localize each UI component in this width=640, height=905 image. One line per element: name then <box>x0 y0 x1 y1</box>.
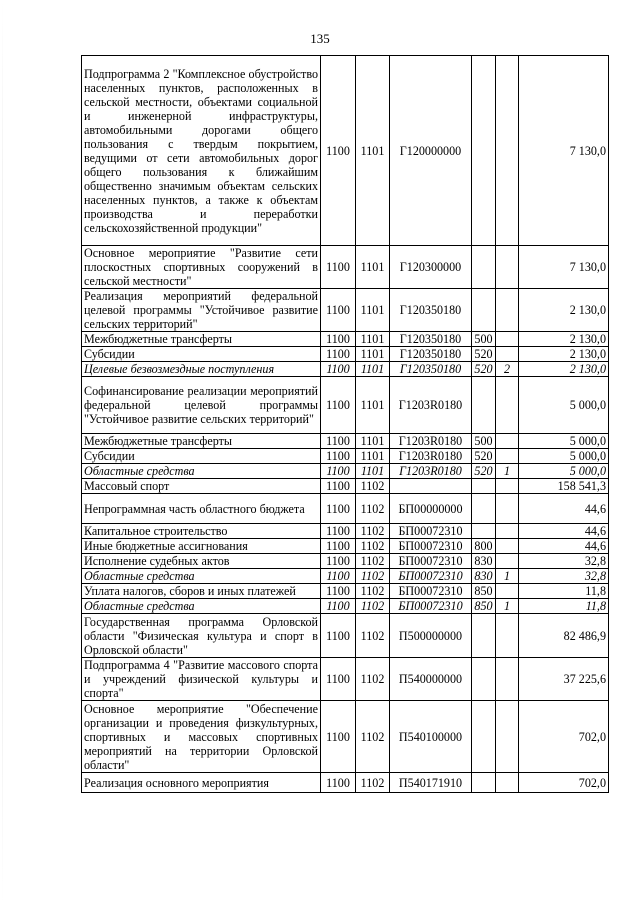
table-row <box>82 773 609 793</box>
row-source-cell <box>496 347 519 362</box>
scan-margin-line <box>2 0 3 905</box>
row-name-cell: Целевые безвозмездные поступления <box>82 362 321 377</box>
row-source-cell <box>496 614 519 658</box>
row-name-cell: Подпрограмма 2 "Комплексное обустройство населенных пунктов, расположенных в сельской местности, объектами социальной и инженерной инфраструктуры, автомобильными дорогами общего пользования с твердым покрытием, ведущими от сети автомобильных дорог общего пользования к ближайшим общественно значимым объектам сельских населенных пунктов, а также к объектам производства и переработки сельскохозяйственной продукции" <box>82 56 321 246</box>
table-row <box>82 599 609 614</box>
row-amount-cell: 158 541,3 <box>519 479 609 494</box>
row-subsection-cell: 1101 <box>356 56 390 246</box>
row-target-code-cell: Г120350180 <box>390 289 472 332</box>
table-row <box>82 449 609 464</box>
row-amount-cell: 11,8 <box>519 599 609 614</box>
row-amount-cell: 11,8 <box>519 584 609 599</box>
row-subsection-cell: 1101 <box>356 289 390 332</box>
row-amount-cell: 2 130,0 <box>519 289 609 332</box>
row-amount-cell: 32,8 <box>519 569 609 584</box>
row-name-cell: Реализация мероприятий федеральной целевой программы "Устойчивое развитие сельских территорий" <box>82 289 321 332</box>
table-row <box>82 347 609 362</box>
row-amount-cell: 702,0 <box>519 701 609 773</box>
row-source-cell: 1 <box>496 569 519 584</box>
row-source-cell <box>496 773 519 793</box>
row-subsection-cell: 1102 <box>356 554 390 569</box>
row-amount-cell: 37 225,6 <box>519 658 609 701</box>
row-amount-cell: 2 130,0 <box>519 347 609 362</box>
row-name-cell: Субсидии <box>82 347 321 362</box>
table-row <box>82 701 609 773</box>
row-subsection-cell: 1102 <box>356 569 390 584</box>
row-name-cell: Областные средства <box>82 464 321 479</box>
row-target-code-cell: БП00072310 <box>390 539 472 554</box>
row-name-cell: Уплата налогов, сборов и иных платежей <box>82 584 321 599</box>
row-subsection-cell: 1101 <box>356 246 390 289</box>
row-subsection-cell: 1101 <box>356 434 390 449</box>
row-name-cell: Реализация основного мероприятия <box>82 773 321 793</box>
row-expense-type-cell <box>472 377 496 434</box>
page-number: 135 <box>310 31 330 46</box>
row-expense-type-cell: 800 <box>472 539 496 554</box>
row-section-cell: 1100 <box>321 614 356 658</box>
row-source-cell <box>496 584 519 599</box>
row-expense-type-cell <box>472 494 496 524</box>
row-section-cell: 1100 <box>321 701 356 773</box>
row-source-cell <box>496 56 519 246</box>
row-expense-type-cell: 520 <box>472 464 496 479</box>
row-name-cell: Подпрограмма 4 "Развитие массового спорта и учреждений физической культуры и спорта" <box>82 658 321 701</box>
row-subsection-cell: 1101 <box>356 347 390 362</box>
row-expense-type-cell: 500 <box>472 332 496 347</box>
table-row <box>82 569 609 584</box>
row-section-cell: 1100 <box>321 599 356 614</box>
row-amount-cell: 702,0 <box>519 773 609 793</box>
row-name-cell: Капитальное строительство <box>82 524 321 539</box>
row-name-cell: Исполнение судебных актов <box>82 554 321 569</box>
table-row <box>82 658 609 701</box>
table-row <box>82 539 609 554</box>
row-target-code-cell: БП00072310 <box>390 584 472 599</box>
row-source-cell <box>496 494 519 524</box>
row-target-code-cell: П540171910 <box>390 773 472 793</box>
row-subsection-cell: 1101 <box>356 449 390 464</box>
row-section-cell: 1100 <box>321 494 356 524</box>
row-section-cell: 1100 <box>321 362 356 377</box>
row-subsection-cell: 1101 <box>356 362 390 377</box>
row-source-cell <box>496 479 519 494</box>
row-section-cell: 1100 <box>321 347 356 362</box>
row-name-cell: Межбюджетные трансферты <box>82 434 321 449</box>
row-amount-cell: 5 000,0 <box>519 434 609 449</box>
row-amount-cell: 44,6 <box>519 494 609 524</box>
row-target-code-cell <box>390 479 472 494</box>
table-row <box>82 289 609 332</box>
row-target-code-cell: Г1203R0180 <box>390 449 472 464</box>
row-amount-cell: 2 130,0 <box>519 332 609 347</box>
row-expense-type-cell <box>472 658 496 701</box>
row-section-cell: 1100 <box>321 658 356 701</box>
row-name-cell: Субсидии <box>82 449 321 464</box>
row-source-cell <box>496 377 519 434</box>
row-source-cell <box>496 701 519 773</box>
row-target-code-cell: Г1203R0180 <box>390 377 472 434</box>
row-expense-type-cell: 520 <box>472 362 496 377</box>
budget-table <box>81 55 609 793</box>
row-amount-cell: 7 130,0 <box>519 56 609 246</box>
row-subsection-cell: 1102 <box>356 701 390 773</box>
row-target-code-cell: П500000000 <box>390 614 472 658</box>
row-source-cell <box>496 449 519 464</box>
table-row <box>82 464 609 479</box>
row-section-cell: 1100 <box>321 584 356 599</box>
row-section-cell: 1100 <box>321 377 356 434</box>
row-expense-type-cell: 520 <box>472 449 496 464</box>
row-expense-type-cell <box>472 246 496 289</box>
row-source-cell <box>496 434 519 449</box>
row-source-cell: 1 <box>496 464 519 479</box>
row-amount-cell: 2 130,0 <box>519 362 609 377</box>
row-target-code-cell: БП00072310 <box>390 524 472 539</box>
table-row <box>82 584 609 599</box>
row-subsection-cell: 1102 <box>356 614 390 658</box>
row-name-cell: Массовый спорт <box>82 479 321 494</box>
table-row <box>82 332 609 347</box>
row-section-cell: 1100 <box>321 524 356 539</box>
table-row <box>82 554 609 569</box>
row-expense-type-cell <box>472 524 496 539</box>
row-expense-type-cell: 850 <box>472 599 496 614</box>
table-row <box>82 434 609 449</box>
row-amount-cell: 44,6 <box>519 539 609 554</box>
row-name-cell: Государственная программа Орловской области "Физическая культура и спорт в Орловской области" <box>82 614 321 658</box>
row-section-cell: 1100 <box>321 554 356 569</box>
row-target-code-cell: П540000000 <box>390 658 472 701</box>
row-subsection-cell: 1102 <box>356 773 390 793</box>
row-target-code-cell: Г120350180 <box>390 332 472 347</box>
row-amount-cell: 5 000,0 <box>519 377 609 434</box>
row-subsection-cell: 1102 <box>356 494 390 524</box>
row-section-cell: 1100 <box>321 569 356 584</box>
row-expense-type-cell <box>472 289 496 332</box>
row-expense-type-cell: 520 <box>472 347 496 362</box>
row-source-cell <box>496 554 519 569</box>
table-row <box>82 56 609 246</box>
row-section-cell: 1100 <box>321 539 356 554</box>
row-target-code-cell: Г1203R0180 <box>390 464 472 479</box>
table-row <box>82 614 609 658</box>
table-row <box>82 524 609 539</box>
row-source-cell <box>496 658 519 701</box>
row-section-cell: 1100 <box>321 289 356 332</box>
row-source-cell <box>496 289 519 332</box>
row-source-cell <box>496 246 519 289</box>
row-amount-cell: 5 000,0 <box>519 449 609 464</box>
row-subsection-cell: 1101 <box>356 464 390 479</box>
row-section-cell: 1100 <box>321 434 356 449</box>
row-subsection-cell: 1102 <box>356 658 390 701</box>
row-name-cell: Основное мероприятие "Развитие сети плоскостных спортивных сооружений в сельской местности" <box>82 246 321 289</box>
row-target-code-cell: БП00072310 <box>390 569 472 584</box>
row-amount-cell: 7 130,0 <box>519 246 609 289</box>
row-subsection-cell: 1102 <box>356 539 390 554</box>
row-section-cell: 1100 <box>321 56 356 246</box>
row-expense-type-cell: 850 <box>472 584 496 599</box>
row-name-cell: Непрограммная часть областного бюджета <box>82 494 321 524</box>
row-section-cell: 1100 <box>321 449 356 464</box>
row-target-code-cell: Г120350180 <box>390 347 472 362</box>
row-target-code-cell: Г120000000 <box>390 56 472 246</box>
row-expense-type-cell: 500 <box>472 434 496 449</box>
row-subsection-cell: 1102 <box>356 584 390 599</box>
row-amount-cell: 5 000,0 <box>519 464 609 479</box>
row-expense-type-cell: 830 <box>472 554 496 569</box>
row-subsection-cell: 1102 <box>356 599 390 614</box>
table-row <box>82 377 609 434</box>
row-expense-type-cell <box>472 479 496 494</box>
row-amount-cell: 44,6 <box>519 524 609 539</box>
row-section-cell: 1100 <box>321 464 356 479</box>
row-target-code-cell: Г120300000 <box>390 246 472 289</box>
row-subsection-cell: 1102 <box>356 524 390 539</box>
row-source-cell <box>496 539 519 554</box>
row-section-cell: 1100 <box>321 332 356 347</box>
row-target-code-cell: Г120350180 <box>390 362 472 377</box>
table-row <box>82 246 609 289</box>
row-source-cell <box>496 524 519 539</box>
row-expense-type-cell <box>472 614 496 658</box>
row-target-code-cell: П540100000 <box>390 701 472 773</box>
row-expense-type-cell <box>472 773 496 793</box>
row-expense-type-cell: 830 <box>472 569 496 584</box>
budget-table-body <box>82 56 609 793</box>
row-source-cell: 2 <box>496 362 519 377</box>
row-name-cell: Областные средства <box>82 569 321 584</box>
row-section-cell: 1100 <box>321 773 356 793</box>
row-subsection-cell: 1101 <box>356 377 390 434</box>
row-source-cell: 1 <box>496 599 519 614</box>
row-expense-type-cell <box>472 56 496 246</box>
row-name-cell: Межбюджетные трансферты <box>82 332 321 347</box>
row-amount-cell: 32,8 <box>519 554 609 569</box>
row-name-cell: Софинансирование реализации мероприятий федеральной целевой программы "Устойчивое развитие сельских территорий" <box>82 377 321 434</box>
row-amount-cell: 82 486,9 <box>519 614 609 658</box>
row-subsection-cell: 1101 <box>356 332 390 347</box>
row-expense-type-cell <box>472 701 496 773</box>
table-row <box>82 479 609 494</box>
row-target-code-cell: БП00000000 <box>390 494 472 524</box>
row-target-code-cell: БП00072310 <box>390 599 472 614</box>
row-target-code-cell: БП00072310 <box>390 554 472 569</box>
row-target-code-cell: Г1203R0180 <box>390 434 472 449</box>
table-row <box>82 362 609 377</box>
row-source-cell <box>496 332 519 347</box>
row-name-cell: Областные средства <box>82 599 321 614</box>
row-name-cell: Основное мероприятие "Обеспечение организации и проведения физкультурных, спортивных и массовых спортивных мероприятий на территории Орловской области" <box>82 701 321 773</box>
row-subsection-cell: 1102 <box>356 479 390 494</box>
row-name-cell: Иные бюджетные ассигнования <box>82 539 321 554</box>
row-section-cell: 1100 <box>321 246 356 289</box>
table-row <box>82 494 609 524</box>
row-section-cell: 1100 <box>321 479 356 494</box>
